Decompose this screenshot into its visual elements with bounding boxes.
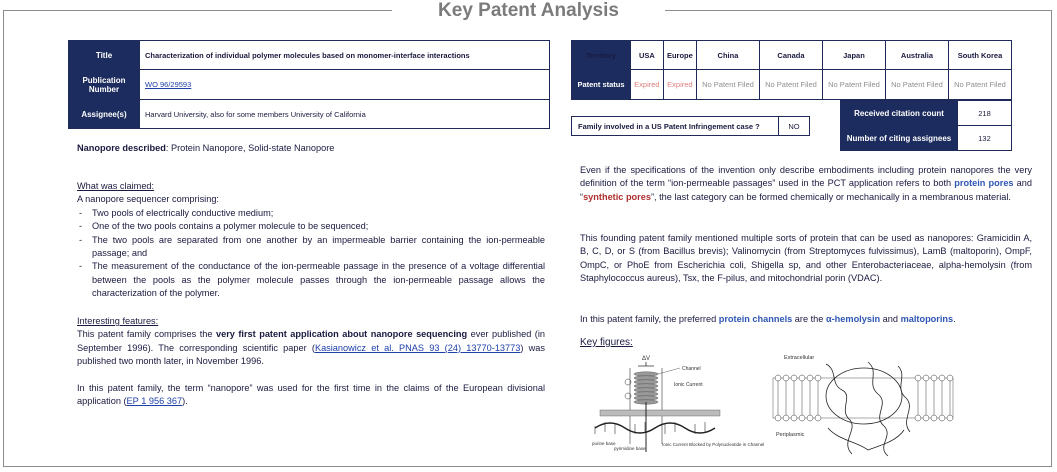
citing-assignees-label: Number of citing assignees	[841, 126, 958, 151]
claim-item: - The two pools are separated from one another by an impermeable barrier containing the ion-permeable passage; and	[92, 234, 545, 261]
status-south-korea: No Patent Filed	[948, 70, 1011, 100]
synthetic-pores-highlight: synthetic pores	[583, 191, 651, 202]
interesting-paragraph-1: This patent family comprises the very first patent application about nanopore sequencing ever published (in September 1996). The corresponding scientific paper (Kasianowicz et al. PNAS 93 (24) 13770-13773) was published two month later, in November 1996.	[77, 329, 546, 367]
title-label: Title	[69, 41, 140, 70]
received-citation-value: 218	[958, 101, 1012, 126]
country-china: China	[696, 41, 759, 70]
kasianowicz-link[interactable]: Kasianowicz et al. PNAS 93 (24) 13770-13773	[314, 342, 521, 353]
infringement-question: Family involved in a US Patent Infringement case ?	[572, 117, 779, 136]
nanopore-value: : Protein Nanopore, Solid-state Nanopore	[165, 143, 335, 153]
country-usa: USA	[631, 41, 664, 70]
interesting-section	[77, 315, 545, 408]
infringement-answer: NO	[779, 117, 810, 136]
blocked-current-label: Ionic Current Blocked by Polynucleotide in Channel	[662, 442, 765, 447]
claim-item: - The measurement of the conductance of the ion-permeable passage in the presence of a voltage differential between the pools as the polymer molecule passes through the ion-permeable passage allows the characterization of the polymer.	[92, 260, 545, 300]
publication-number-label: Publication Number	[69, 70, 140, 100]
citing-assignees-value: 132	[958, 126, 1012, 151]
right-paragraph-1: Even if the specifications of the invention only describe embodiments including protein nanopores the very definition of the term “ion-permeable passages” used in the PCT application refers to both protein pores and “synthetic pores”, the last category can be formed chemically or mechanically in a membranous material.	[580, 165, 1032, 202]
infringement-table	[571, 116, 810, 136]
nanopore-label: Nanopore described	[77, 143, 166, 153]
key-figures-heading: Key figures:	[580, 337, 633, 348]
right-paragraph-3: In this patent family, the preferred protein channels are the α-hemolysin and maltoporins.	[580, 314, 956, 324]
received-citation-label: Received citation count	[841, 101, 958, 126]
citations-table	[840, 100, 1012, 151]
alpha-hemolysin-highlight: α-hemolysin	[825, 314, 881, 324]
page-title-wrap	[0, 0, 1057, 22]
ionic-current-label: Ionic Current	[674, 382, 703, 388]
publication-number-link[interactable]: WO 96/29593	[145, 80, 192, 89]
status-europe: Expired	[663, 70, 696, 100]
country-australia: Australia	[885, 41, 948, 70]
claimed-intro: A nanopore sequencer comprising:	[77, 194, 219, 205]
territory-table	[571, 40, 1012, 100]
territory-label: Territory	[572, 41, 631, 70]
patent-info-table	[68, 40, 550, 129]
status-china: No Patent Filed	[696, 70, 759, 100]
title-value: Characterization of individual polymer molecules based on monomer-interface interactions	[140, 41, 550, 70]
interesting-heading: Interesting features:	[77, 316, 159, 326]
status-canada: No Patent Filed	[759, 70, 822, 100]
claims-list	[77, 207, 545, 301]
purine-base-label: purine base	[592, 441, 616, 446]
protein-pores-highlight: protein pores	[954, 178, 1014, 189]
periplasmic-label: Periplasmic	[776, 432, 805, 438]
maltoporins-highlight: maltoporins	[900, 314, 954, 324]
assignee-value: Harvard University, also for some members University of California	[140, 100, 550, 129]
country-south-korea: South Korea	[948, 41, 1011, 70]
status-australia: No Patent Filed	[885, 70, 948, 100]
claim-item: - Two pools of electrically conductive medium;	[92, 207, 545, 220]
nanopore-described	[77, 142, 547, 155]
nanopore-schematic-figure	[590, 352, 765, 460]
extracellular-label: Extracellular	[784, 355, 815, 361]
page-title: Key Patent Analysis	[392, 0, 665, 21]
interesting-paragraph-2: In this patent family, the term “nanopore” was used for the first time in the claims of the European divisional application (EP 1 956 367).	[77, 382, 545, 407]
claims-section	[77, 180, 545, 301]
claim-item: - One of the two pools contains a polymer molecule to be sequenced;	[92, 220, 545, 233]
delta-v-label: ΔV	[642, 356, 651, 362]
right-paragraph-2: This founding patent family mentioned multiple sorts of protein that can be used as nanopores: Gramicidin A, B, C, D, or S (from Bacillus brevis); Valinomycin (from Streptomyces fulvissimus), LamB (maltoporin), OmpF, OmpC, or PhoE from Escherichia coli, Shigella sp, and other Enterobacteriaceae, alpha-hemolysin (from Staphylococcus aureus), Tsx, the F-pilus, and mitochondrial porin (VDAC).	[580, 233, 1032, 284]
first-application-highlight: very first patent application about nanopore sequencing	[215, 329, 468, 340]
country-europe: Europe	[663, 41, 696, 70]
status-usa: Expired	[631, 70, 664, 100]
protein-channels-highlight: protein channels	[718, 314, 793, 324]
channel-label: Channel	[682, 366, 701, 372]
patent-status-label: Patent status	[572, 70, 631, 100]
country-canada: Canada	[759, 41, 822, 70]
membrane-protein-figure	[768, 350, 958, 462]
pyrimidine-base-label: pyrimidine base	[614, 446, 646, 451]
country-japan: Japan	[822, 41, 885, 70]
claimed-heading: What was claimed:	[77, 181, 155, 191]
ep-link[interactable]: EP 1 956 367	[126, 396, 183, 407]
assignee-label: Assignee(s)	[69, 100, 140, 129]
status-japan: No Patent Filed	[822, 70, 885, 100]
